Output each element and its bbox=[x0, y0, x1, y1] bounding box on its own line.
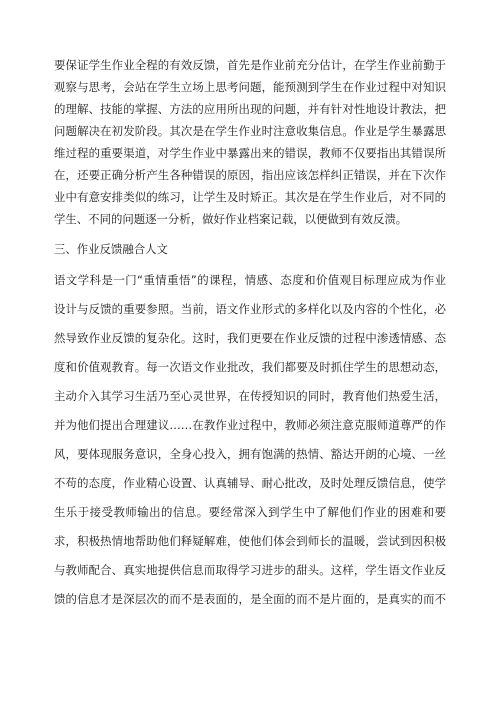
paragraph-1-line-3: 的理解、技能的掌握、方法的应用所出现的问题，并有针对性地设计教法，把 bbox=[54, 102, 446, 116]
paragraph-2-line-9: 生乐于接受教师输出的信息。要经常深入到学生中了解他们作业的困难和要 bbox=[54, 505, 446, 519]
paragraph-2-line-11: 与教师配合、真实地提供信息而取得学习进步的甜头。这样，学生语文作业反 bbox=[54, 563, 446, 577]
paragraph-1-line-2: 观察与思考，会站在学生立场上思考问题，能预测到学生在作业过程中对知识 bbox=[54, 80, 446, 94]
paragraph-2-line-6: 并为他们提出合理建议……在教作业过程中，教师必须注意克服师道尊严的作 bbox=[54, 418, 446, 432]
section-heading: 三、作业反馈融合人文 bbox=[54, 242, 168, 256]
paragraph-2-line-4: 度和价值观教育。每一次语文作业批改，我们都要及时抓住学生的思想动态， bbox=[54, 360, 446, 374]
paragraph-1-line-4: 问题解决在初发阶段。其次是在学生作业时注意收集信息。作业是学生暴露思 bbox=[54, 124, 446, 138]
paragraph-1-line-5: 维过程的重要渠道，对学生作业中暴露出来的错误，教师不仅要指出其错误所 bbox=[54, 146, 446, 160]
paragraph-2-line-10: 求，积极热情地帮助他们释疑解难，使他们体会到师长的温暖，尝试到因积极 bbox=[54, 534, 446, 548]
paragraph-2-line-1: 语文学科是一门“重情重悟”的课程，情感、态度和价值观目标理应成为作业 bbox=[54, 273, 446, 287]
paragraph-2-line-2: 设计与反馈的重要参照。当前，语文作业形式的多样化以及内容的个性化，必 bbox=[54, 302, 446, 316]
paragraph-1-line-8: 学生、不同的问题逐一分析，做好作业档案记载，以便做到有效反溃。 bbox=[54, 212, 408, 226]
paragraph-1-line-7: 业中有意安排类似的练习，让学生及时矫正。其次是在学生作业后，对不同的 bbox=[54, 190, 446, 204]
paragraph-2-line-5: 主动介入其学习生活乃至心灵世界，在传授知识的同时，教育他们热爱生活， bbox=[54, 389, 446, 403]
paragraph-2-line-7: 风，要体现服务意识，全身心投入，拥有饱满的热情、豁达开朗的心境、一丝 bbox=[54, 447, 446, 461]
paragraph-1-line-6: 在，还要正确分析产生各种错误的原因，指出应该怎样纠正错误，并在下次作 bbox=[54, 168, 446, 182]
paragraph-2-line-3: 然导致作业反馈的复杂化。这时，我们更要在作业反馈的过程中渗透情感、态 bbox=[54, 331, 446, 345]
paragraph-2-line-8: 不苟的态度，作业精心设置、认真辅导、耐心批改，及时处理反馈信息，使学 bbox=[54, 476, 446, 490]
paragraph-1-line-1: 要保证学生作业全程的有效反馈，首先是作业前充分估计，在学生作业前勤于 bbox=[54, 58, 446, 72]
paragraph-2-line-12: 馈的信息才是深层次的而不是表面的，是全面的而不是片面的，是真实的而不 bbox=[54, 592, 446, 606]
